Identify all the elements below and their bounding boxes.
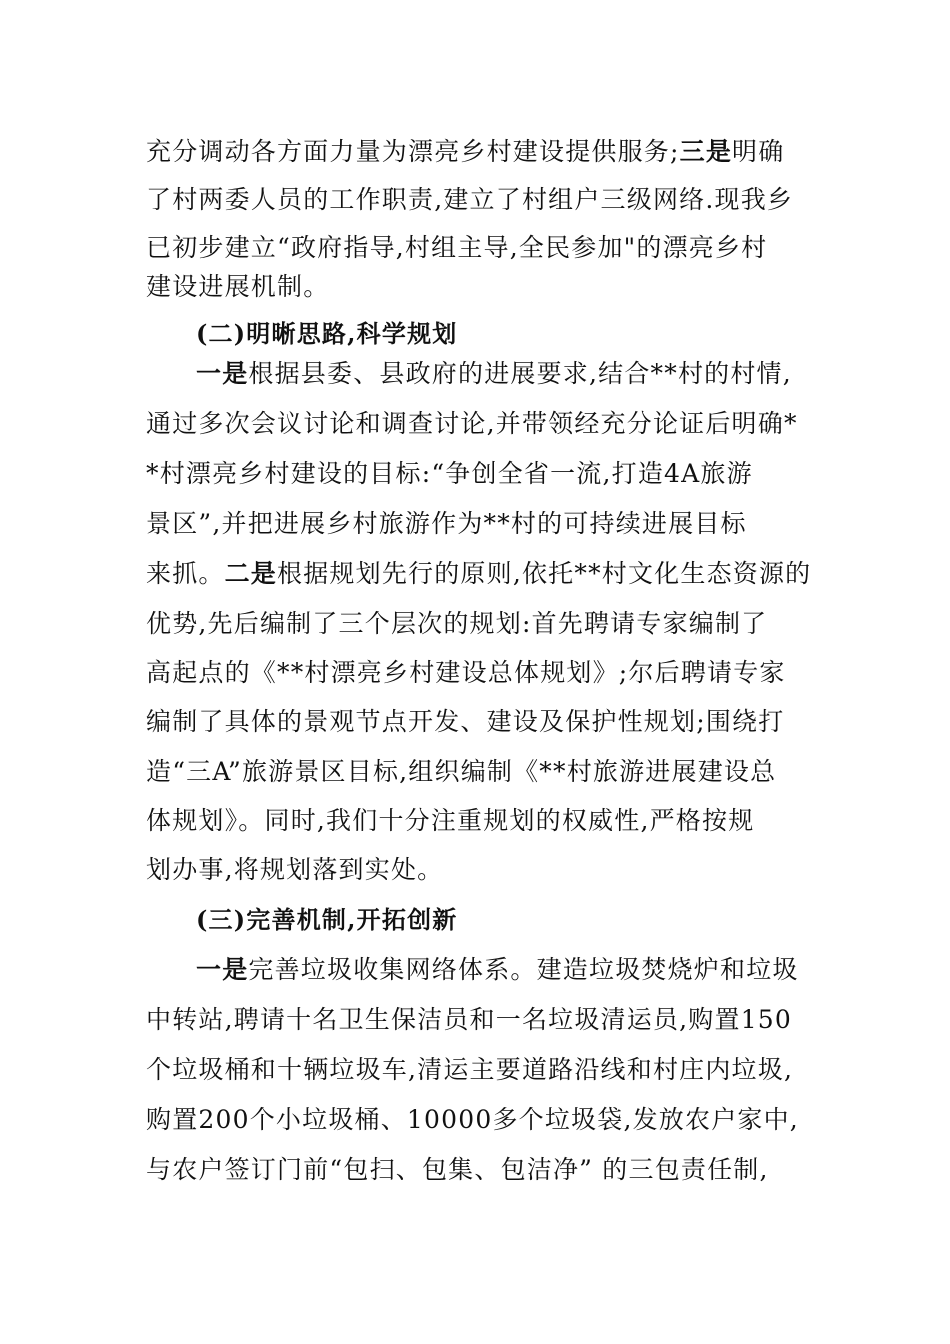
paragraph-line: 了村两委人员的工作职责,建立了村组户三级网络.现我乡 (146, 185, 794, 214)
text-segment: 完善垃圾收集网络体系。建造垃圾焚烧炉和垃圾 (248, 955, 799, 984)
section-heading: (二)明晰思路,科学规划 (196, 319, 458, 348)
emphasis-text: 三是 (679, 137, 733, 166)
paragraph-line: 编制了具体的景观节点开发、建设及保护性规划;围绕打 (146, 707, 785, 736)
paragraph-line: 划办事,将规划落到实处。 (146, 855, 444, 884)
paragraph-line: 体规划》。同时,我们十分注重规划的权威性,严格按规 (146, 806, 755, 835)
text-segment: 明确 (732, 137, 785, 166)
emphasis-text: 一是 (196, 359, 249, 388)
emphasis-text: 一是 (196, 955, 249, 984)
paragraph-line: 通过多次会议讨论和调查讨论,并带领经充分论证后明确* (146, 409, 798, 438)
text-segment: 来抓。 (146, 559, 225, 588)
section-heading: (三)完善机制,开拓创新 (196, 905, 458, 934)
paragraph-line: 个垃圾桶和十辆垃圾车,清运主要道路沿线和村庄内垃圾, (146, 1055, 794, 1084)
emphasis-text: 二是 (224, 559, 278, 588)
paragraph-line: 购置200个小垃圾桶、10000多个垃圾袋,发放农户家中, (146, 1105, 799, 1134)
text-segment: 根据规划先行的原则,依托**村文化生态资源的 (277, 559, 812, 588)
paragraph-line: 优势,先后编制了三个层次的规划:首先聘请专家编制了 (146, 609, 768, 638)
paragraph-line: 建设进展机制。 (146, 272, 330, 301)
paragraph-line: 中转站,聘请十名卫生保洁员和一名垃圾清运员,购置150 (146, 1005, 793, 1034)
paragraph-line (146, 557, 811, 591)
paragraph-line (196, 953, 799, 987)
paragraph-line: 已初步建立“政府指导,村组主导,全民参加"的漂亮乡村 (146, 233, 768, 262)
paragraph-line: *村漂亮乡村建设的目标:“争创全省一流,打造4A旅游 (146, 459, 753, 488)
paragraph-line: 造“三A”旅游景区目标,组织编制《**村旅游进展建设总 (146, 757, 777, 786)
paragraph-line: 景区”,并把进展乡村旅游作为**村的可持续进展目标 (146, 509, 747, 538)
paragraph-line: 与农户签订门前“包扫、包集、包洁净” 的三包责任制, (146, 1155, 769, 1184)
text-segment: 根据县委、县政府的进展要求,结合**村的村情, (248, 359, 792, 388)
paragraph-line (196, 357, 792, 391)
paragraph-line: 高起点的《**村漂亮乡村建设总体规划》;尔后聘请专家 (146, 658, 786, 687)
text-segment: 充分调动各方面力量为漂亮乡村建设提供服务; (146, 137, 680, 166)
paragraph-line (146, 135, 784, 169)
